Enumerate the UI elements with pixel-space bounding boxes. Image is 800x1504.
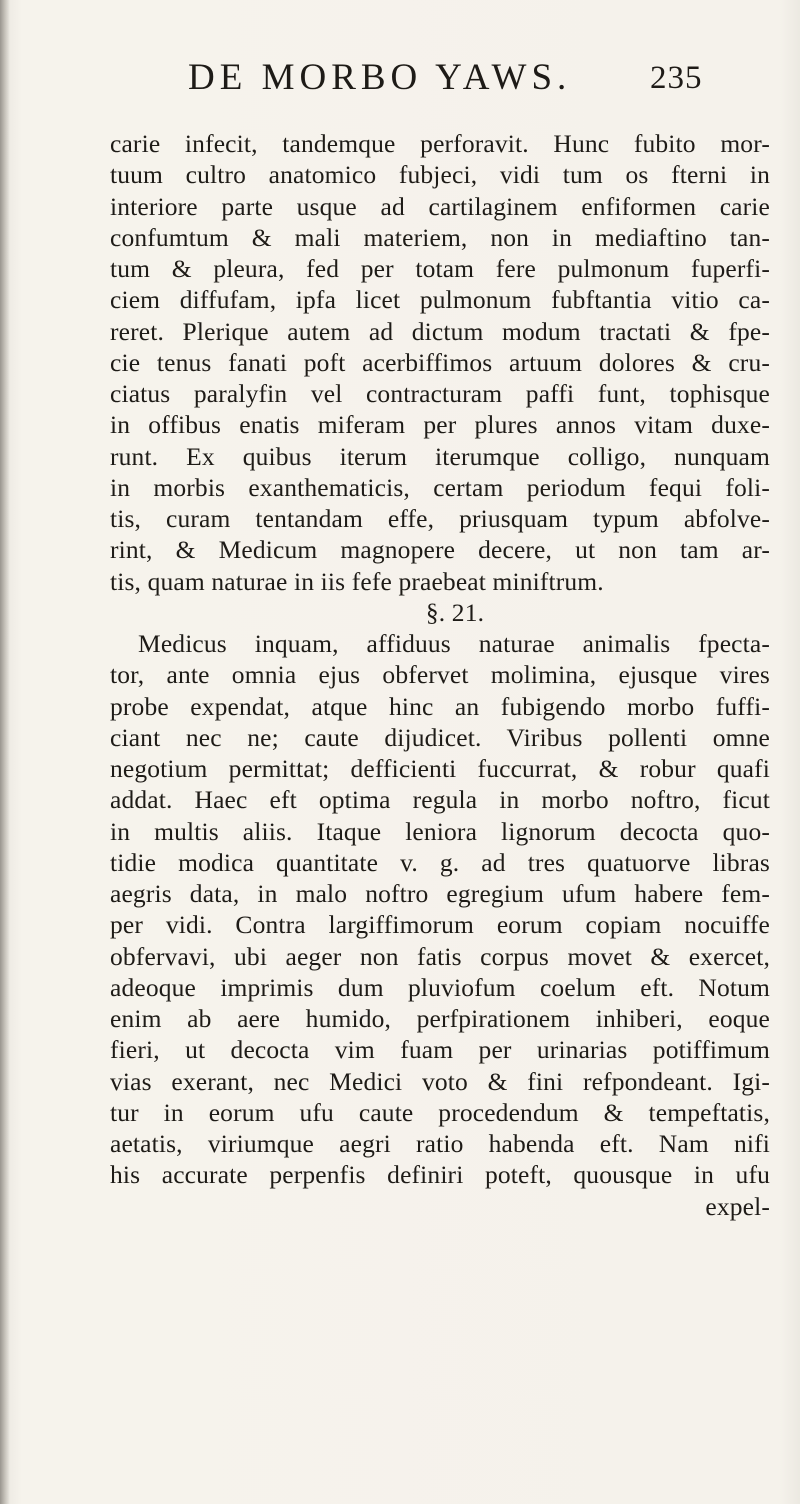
running-head	[188, 56, 748, 108]
page-gutter-shadow	[0, 0, 10, 1504]
text-line: carie infecit, tandemque perforavit. Hunc fubito mor-	[110, 129, 770, 158]
text-line: in offibus enatis miferam per plures annos vitam duxe-	[110, 410, 770, 440]
text-line: per vidi. Contra largiffimorum eorum copiam nocuiffe	[110, 910, 770, 940]
text-line: tor, ante omnia ejus obfervet molimina, ejusque vires	[110, 660, 770, 690]
text-line: in multis aliis. Itaque leniora lignorum decocta quo-	[110, 816, 770, 846]
text-line: Medicus inquam, affiduus naturae animalis fpecta-	[138, 629, 770, 658]
text-line: tur in eorum ufu caute procedendum & tempeftatis,	[110, 1097, 770, 1127]
text-line: his accurate perpenfis definiri poteft, quousque in ufu	[110, 1160, 770, 1190]
text-line: ciant nec ne; caute dijudicet. Viribus pollenti omne	[110, 722, 770, 752]
text-line: tis, curam tentandam effe, priusquam typum abfolve-	[110, 504, 770, 533]
text-line: runt. Ex quibus iterum iterumque colligo, nunquam	[110, 441, 770, 471]
text-line: negotium permittat; defficienti fuccurrat, & robur quafi	[110, 754, 770, 783]
text-line: adeoque imprimis dum pluviofum coelum eft. Notum	[110, 972, 770, 1002]
text-line: obfervavi, ubi aeger non fatis corpus movet & exercet,	[110, 941, 770, 971]
text-line: aegris data, in malo noftro egregium ufum habere fem-	[110, 879, 770, 908]
text-line: enim ab aere humido, perfpirationem inhiberi, eoque	[110, 1004, 770, 1033]
text-line: tis, quam naturae in iis fefe praebeat miniftrum.	[110, 566, 604, 596]
page-number: 235	[650, 60, 703, 96]
text-line: reret. Plerique autem ad dictum modum tractati & fpe-	[110, 316, 770, 346]
section-heading: §. 21.	[425, 597, 485, 627]
text-line: ciem diffufam, ipfa licet pulmonum fubftantia vitio ca-	[110, 285, 770, 315]
body-text	[110, 128, 770, 1222]
text-line: cie tenus fanati poft acerbiffimos artuum dolores & cru-	[110, 347, 770, 377]
text-line: vias exerant, nec Medici voto & fini refpondeant. Igi-	[110, 1066, 770, 1096]
text-line: ciatus paralyfin vel contracturam paffi funt, tophisque	[110, 379, 770, 408]
text-line: addat. Haec eft optima regula in morbo noftro, ficut	[110, 785, 770, 815]
text-line: interiore parte usque ad cartilaginem enfiformen carie	[110, 191, 770, 221]
text-line: aetatis, viriumque aegri ratio habenda eft. Nam nifi	[110, 1129, 770, 1158]
running-title: DE MORBO YAWS.	[188, 57, 572, 98]
text-line: tuum cultro anatomico fubjeci, vidi tum os fterni in	[110, 160, 770, 190]
text-line: tum & pleura, fed per totam fere pulmonum fuperfi-	[110, 254, 770, 283]
text-line: in morbis exanthematicis, certam periodum fequi foli-	[110, 472, 770, 502]
text-line: probe expendat, atque hinc an fubigendo morbo fuffi-	[110, 691, 770, 721]
catchword: expel-	[705, 1191, 770, 1221]
text-line: confumtum & mali materiem, non in mediaftino tan-	[110, 222, 770, 252]
text-line: rint, & Medicum magnopere decere, ut non tam ar-	[110, 535, 770, 565]
text-line: tidie modica quantitate v. g. ad tres quatuorve libras	[110, 847, 770, 877]
text-line: fieri, ut decocta vim fuam per urinarias potiffimum	[110, 1035, 770, 1065]
